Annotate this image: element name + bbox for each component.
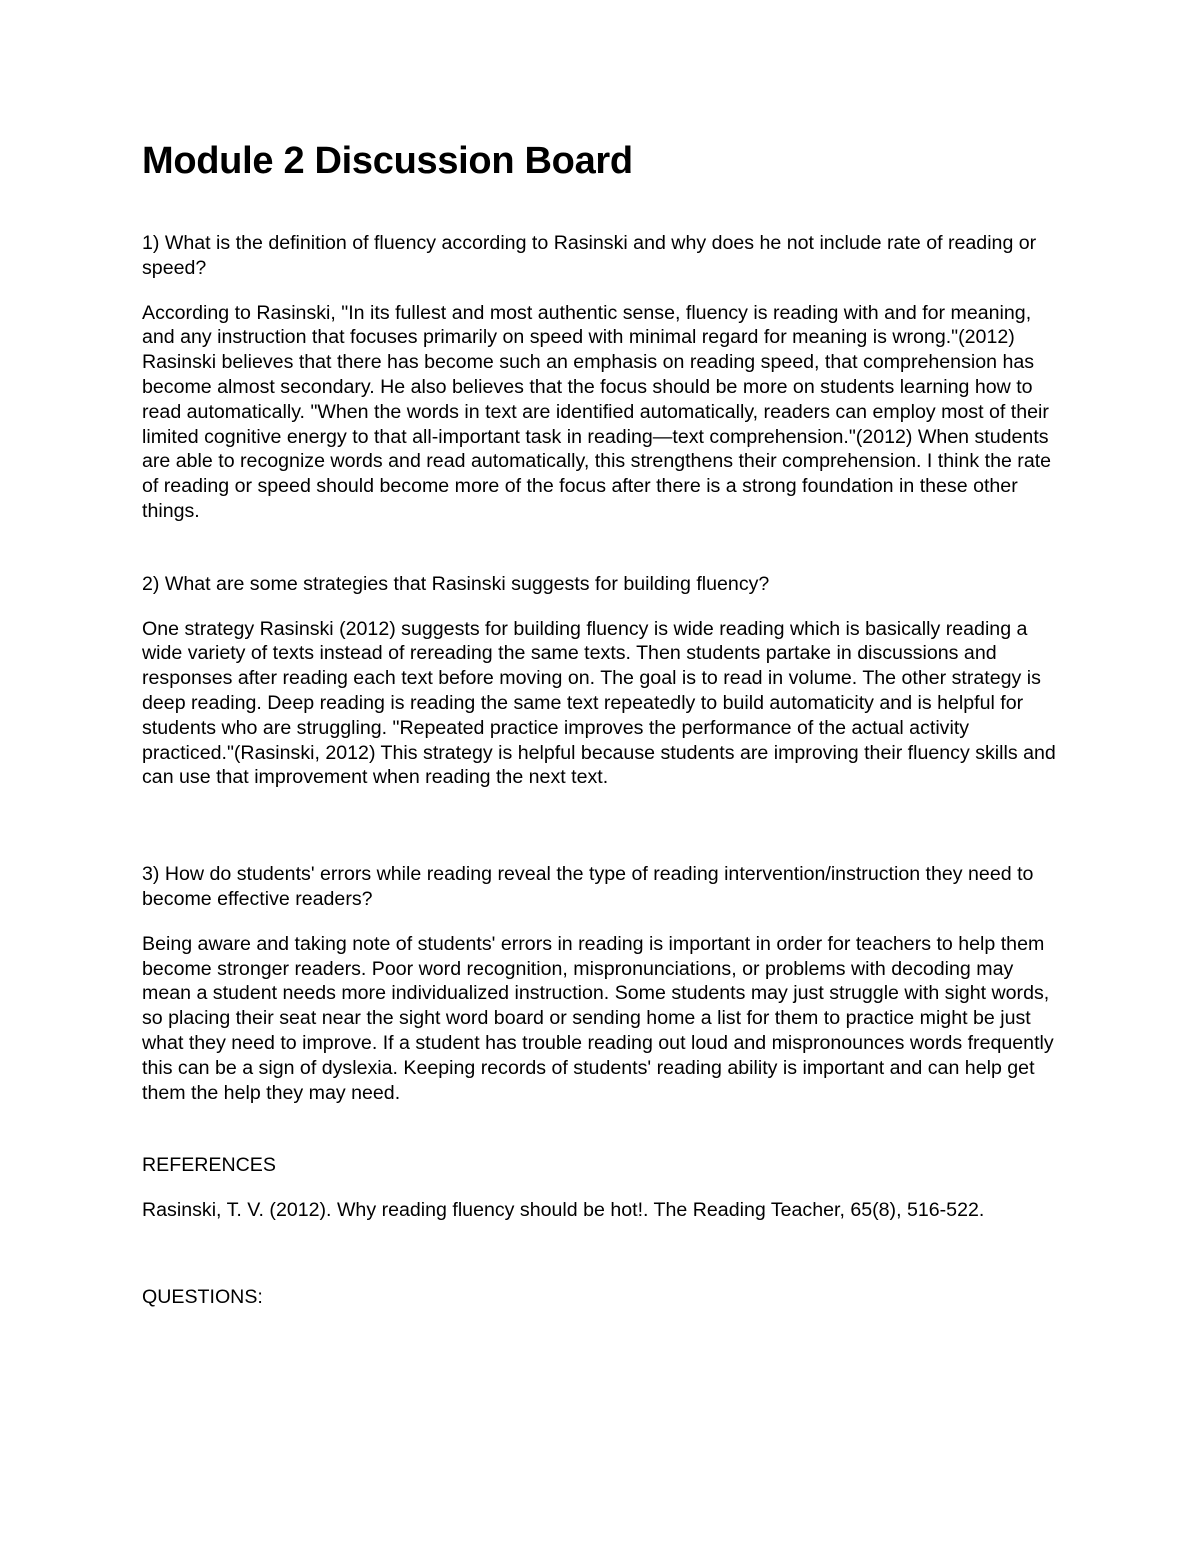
answer-3: Being aware and taking note of students' errors in reading is important in order for teachers to help them become stronger readers. Poor word recognition, mispronunciations, or problems with decoding may mean a student needs more individualized instruction. Some students may just struggle with sight words, so placing their seat near the sight word board or sending home a list for them to practice might be just what they need to improve. If a student has trouble reading out loud and mispronounces words frequently this can be a sign of dyslexia. Keeping records of students' reading ability is important and can help get them the help they may need.: [142, 932, 1054, 1104]
reference-entry: Rasinski, T. V. (2012). Why reading fluency should be hot!. The Reading Teacher, 65(8), 516-522.: [142, 1199, 985, 1222]
question-1: 1) What is the definition of fluency according to Rasinski and why does he not include rate of reading or speed?: [142, 232, 1037, 279]
answer-1: According to Rasinski, "In its fullest and most authentic sense, fluency is reading with and for meaning, and any instruction that focuses primarily on speed with minimal regard for meaning is wrong."(2012) Rasinski believes that there has become such an emphasis on reading speed, that comprehension has become almost secondary. He also believes that the focus should be more on students learning how to read automatically. "When the words in text are identified automatically, readers can employ most of their limited cognitive energy to that all-important task in reading—text comprehension."(2012) When students are able to recognize words and read automatically, this strengthens their comprehension. I think the rate of reading or speed should become more of the focus after there is a strong foundation in these other things.: [142, 301, 1052, 522]
document-page: [142, 138, 1062, 1310]
question-3: 3) How do students' errors while reading reveal the type of reading intervention/instruction they need to become effective readers?: [142, 863, 1034, 910]
references-heading: REFERENCES: [142, 1154, 276, 1177]
document-title: Module 2 Discussion Board: [142, 140, 633, 182]
question-2: 2) What are some strategies that Rasinski suggests for building fluency?: [142, 572, 770, 595]
answer-2: One strategy Rasinski (2012) suggests for building fluency is wide reading which is basically reading a wide variety of texts instead of rereading the same texts. Then students partake in discussions and responses after reading each text before moving on. The goal is to read in volume. The other strategy is deep reading. Deep reading is reading the same text repeatedly to build automaticity and is helpful for students who are struggling. "Repeated practice improves the performance of the actual activity practiced."(Rasinski, 2012) This strategy is helpful because students are improving their fluency skills and can use that improvement when reading the next text.: [142, 617, 1056, 789]
questions-heading: QUESTIONS:: [142, 1285, 263, 1308]
